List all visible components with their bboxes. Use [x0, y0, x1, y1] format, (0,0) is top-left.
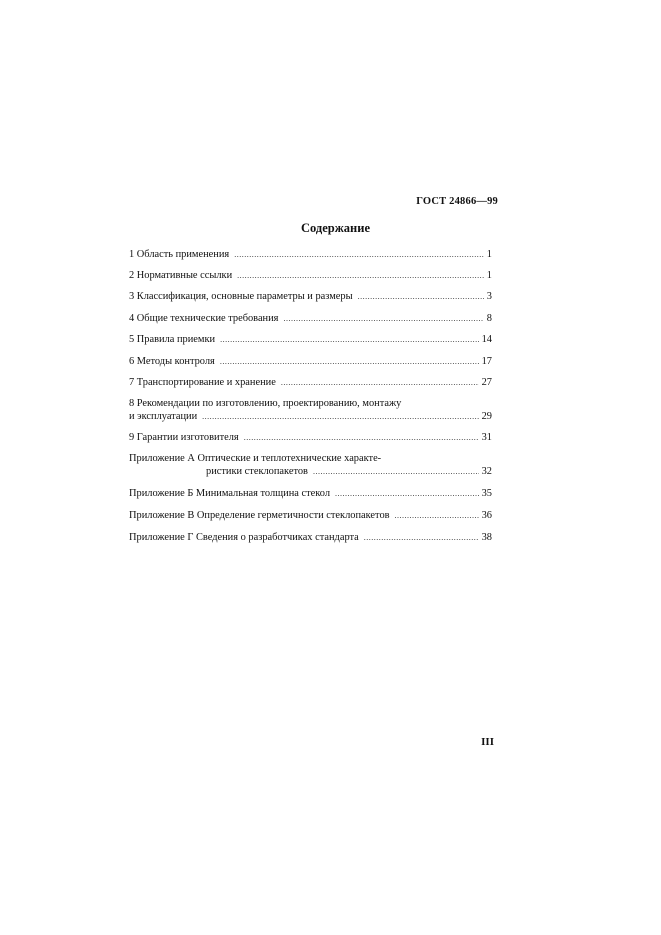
- leader-dots: [220, 334, 479, 347]
- leader-dots: [395, 510, 479, 523]
- toc-entry-text: Приложение Г Сведения о разработчиках стандарта: [129, 532, 359, 543]
- toc-entry-text: ристики стеклопакетов: [206, 465, 308, 477]
- toc-entry-text: Приложение Б Минимальная толщина стекол: [129, 488, 331, 499]
- leader-dots: [237, 270, 484, 283]
- toc-entry: [129, 432, 492, 445]
- leader-dots: [335, 488, 479, 501]
- toc-entry-text: 1 Область применения: [129, 249, 230, 260]
- toc-entry-text: 5 Правила приемки: [129, 334, 216, 345]
- toc-entry: [129, 334, 492, 347]
- toc-entry: [129, 291, 492, 304]
- toc-entry: [129, 453, 492, 478]
- toc-entry: [129, 313, 492, 326]
- toc-entry-first-line: 8 Рекомендации по изготовлению, проектированию, монтажу: [129, 398, 402, 409]
- toc-entry-first-line: Приложение А Оптические и теплотехнические характе-: [129, 453, 382, 464]
- leader-dots: [202, 411, 478, 424]
- toc-entry: [129, 532, 492, 545]
- toc-entry-page: 32: [481, 465, 492, 477]
- toc-entry-page: 36: [481, 510, 492, 521]
- toc-entry-page: 14: [481, 334, 492, 345]
- toc-entry: [129, 249, 492, 262]
- toc-entry-page: 38: [481, 532, 492, 543]
- toc-entry: [129, 510, 492, 523]
- toc-entry-page: 31: [481, 432, 492, 443]
- toc-entry-text: 7 Транспортирование и хранение: [129, 377, 276, 388]
- leader-dots: [283, 313, 483, 326]
- toc-entry-page: 27: [481, 377, 492, 388]
- toc-entry: [129, 398, 492, 423]
- toc-entry-page: 8: [486, 313, 492, 324]
- toc-entry-page: 17: [481, 356, 492, 367]
- toc-entry-page: 3: [486, 291, 492, 302]
- toc-entry-text: Приложение В Определение герметичности стеклопакетов: [129, 510, 390, 521]
- leader-dots: [281, 377, 479, 390]
- toc-entry: [129, 377, 492, 390]
- toc-entry-page: 29: [481, 410, 492, 422]
- page-number: III: [481, 736, 494, 748]
- toc-entry: [129, 488, 492, 501]
- toc-entry-text: 6 Методы контроля: [129, 356, 215, 367]
- toc-entry-text: и эксплуатации: [129, 410, 198, 422]
- toc-title: Содержание: [300, 221, 370, 235]
- toc-entry-text: 2 Нормативные ссылки: [129, 270, 233, 281]
- toc-entry-text: 4 Общие технические требования: [129, 313, 279, 324]
- leader-dots: [364, 532, 479, 545]
- toc-entry-page: 1: [486, 270, 492, 281]
- toc-entry: [129, 356, 492, 369]
- toc-entry-text: 9 Гарантии изготовителя: [129, 432, 239, 443]
- toc-entry-text: 3 Классификация, основные параметры и размеры: [129, 291, 353, 302]
- leader-dots: [313, 466, 479, 479]
- leader-dots: [358, 291, 484, 304]
- leader-dots: [244, 432, 479, 445]
- toc-entry-page: 35: [481, 488, 492, 499]
- document-code: ГОСТ 24866—99: [416, 196, 498, 207]
- toc-entry: [129, 270, 492, 283]
- leader-dots: [220, 356, 479, 369]
- leader-dots: [234, 249, 484, 262]
- toc-entry-page: 1: [486, 249, 492, 260]
